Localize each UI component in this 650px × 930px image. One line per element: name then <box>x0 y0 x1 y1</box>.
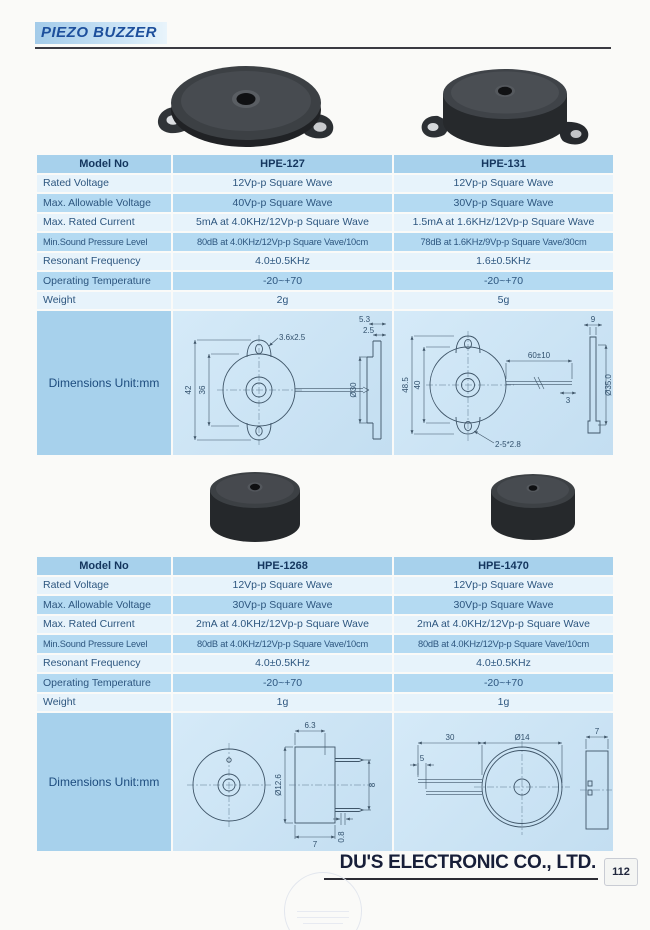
table-row <box>37 577 613 595</box>
dim-1268-pin-span: 8 <box>368 782 377 788</box>
row-label: Weight <box>37 292 171 310</box>
cell-value: 40Vp-p Square Wave <box>173 194 392 212</box>
dim-127-side-top: 5.3 <box>359 315 371 324</box>
dim-131-lead-tip: 3 <box>565 396 571 405</box>
cell-value: -20~+70 <box>173 272 392 290</box>
cell-value: 80dB at 4.0KHz/12Vp-p Square Vave/10cm <box>173 233 392 251</box>
cell-value: 5g <box>394 292 613 310</box>
dim-127-side-step: 2.5 <box>363 326 375 335</box>
table-row <box>37 655 613 673</box>
cell-value: 1.6±0.5KHz <box>394 253 613 271</box>
column-header-model: Model No <box>37 155 171 173</box>
cell-value: 1g <box>394 694 613 712</box>
column-header-hpe127: HPE-127 <box>173 155 392 173</box>
product-photo-hpe1470 <box>480 463 586 560</box>
cell-value: 12Vp-p Square Wave <box>394 577 613 595</box>
row-label: Max. Rated Current <box>37 616 171 634</box>
cell-value: -20~+70 <box>173 674 392 692</box>
cell-value: 4.0±0.5KHz <box>173 253 392 271</box>
table-row <box>37 253 613 271</box>
table-row <box>37 175 613 193</box>
cell-value: 30Vp-p Square Wave <box>394 596 613 614</box>
row-label: Resonant Frequency <box>37 655 171 673</box>
cell-value: 5mA at 4.0KHz/12Vp-p Square Wave <box>173 214 392 232</box>
dimension-drawing-hpe131 <box>394 311 613 455</box>
dim-1268-top-w: 6.3 <box>304 721 316 730</box>
cell-value: 1.5mA at 1.6KHz/12Vp-p Square Wave <box>394 214 613 232</box>
column-header-hpe1268: HPE-1268 <box>173 557 392 575</box>
row-label: Min.Sound Pressure Level <box>37 233 171 251</box>
table-row <box>37 616 613 634</box>
table-row <box>37 694 613 712</box>
cell-value: 12Vp-p Square Wave <box>173 577 392 595</box>
dimensions-unit-label: Dimensions Unit:mm <box>37 713 171 851</box>
header-rule <box>35 47 611 49</box>
row-label: Weight <box>37 694 171 712</box>
row-label: Max. Allowable Voltage <box>37 596 171 614</box>
dimension-drawing-hpe1470 <box>394 713 613 851</box>
dim-1268-dia: Ø12.6 <box>274 774 283 796</box>
dim-1268-pin-w: 0.8 <box>337 831 346 843</box>
cell-value: 2g <box>173 292 392 310</box>
dimension-drawing-hpe1268 <box>173 713 392 851</box>
cell-value: 78dB at 1.6KHz/9Vp-p Square Vave/30cm <box>394 233 613 251</box>
dim-131-hole: 2-5*2.8 <box>495 440 521 449</box>
column-header-hpe1470: HPE-1470 <box>394 557 613 575</box>
dim-127-inner: 36 <box>198 385 207 395</box>
product-photo-hpe127 <box>152 57 340 158</box>
cell-value: 1g <box>173 694 392 712</box>
table-header-row <box>37 557 613 575</box>
column-header-model: Model No <box>37 557 171 575</box>
cell-value: 4.0±0.5KHz <box>173 655 392 673</box>
cell-value: 80dB at 4.0KHz/12Vp-p Square Vave/10cm <box>173 635 392 653</box>
dim-127-hole: 3.6x2.5 <box>279 333 306 342</box>
dim-131-lead: 60±10 <box>527 351 551 360</box>
dim-1268-bot-w: 7 <box>312 840 318 849</box>
dim-127-outer: 42 <box>184 385 193 395</box>
table-row <box>37 635 613 653</box>
row-label: Max. Rated Current <box>37 214 171 232</box>
dim-127-side-dia: Ø30 <box>349 382 358 398</box>
row-label: Operating Temperature <box>37 674 171 692</box>
row-label: Max. Allowable Voltage <box>37 194 171 212</box>
spec-table-2 <box>37 557 613 853</box>
table-row <box>37 214 613 232</box>
page-title: PIEZO BUZZER <box>35 22 167 44</box>
dim-131-inner: 40 <box>413 380 422 390</box>
dim-1470-dia: Ø14 <box>514 733 530 742</box>
dim-1470-lead: 30 <box>445 733 455 742</box>
table-row <box>37 272 613 290</box>
cell-value: 30Vp-p Square Wave <box>173 596 392 614</box>
table-header-row <box>37 155 613 173</box>
table-row <box>37 194 613 212</box>
dim-1470-lead-gap: 5 <box>419 754 425 763</box>
dim-131-side-w: 9 <box>590 315 596 324</box>
cell-value: 80dB at 4.0KHz/12Vp-p Square Vave/10cm <box>394 635 613 653</box>
table-row <box>37 292 613 310</box>
cell-value: 2mA at 4.0KHz/12Vp-p Square Wave <box>394 616 613 634</box>
dimension-drawing-hpe127 <box>173 311 392 455</box>
dim-1470-side-w: 7 <box>594 727 600 736</box>
company-name: DU'S ELECTRONIC CO., LTD. <box>324 852 598 880</box>
dimensions-row <box>37 311 613 455</box>
page-number-badge <box>604 858 638 886</box>
row-label: Min.Sound Pressure Level <box>37 635 171 653</box>
product-photo-hpe1268 <box>197 460 313 561</box>
row-label: Operating Temperature <box>37 272 171 290</box>
cell-value: 4.0±0.5KHz <box>394 655 613 673</box>
cell-value: 12Vp-p Square Wave <box>394 175 613 193</box>
watermark-logo <box>284 872 362 930</box>
dim-131-side-dia: Ø35.0 <box>604 374 613 396</box>
dim-131-outer: 48.5 <box>401 377 410 393</box>
cell-value: -20~+70 <box>394 272 613 290</box>
table-row <box>37 233 613 251</box>
cell-value: 12Vp-p Square Wave <box>173 175 392 193</box>
page-number: 112 <box>612 866 630 878</box>
row-label: Rated Voltage <box>37 175 171 193</box>
cell-value: -20~+70 <box>394 674 613 692</box>
row-label: Rated Voltage <box>37 577 171 595</box>
dimensions-row <box>37 713 613 851</box>
product-photo-hpe131 <box>420 60 592 159</box>
dimensions-unit-label: Dimensions Unit:mm <box>37 311 171 455</box>
table-row <box>37 596 613 614</box>
cell-value: 30Vp-p Square Wave <box>394 194 613 212</box>
row-label: Resonant Frequency <box>37 253 171 271</box>
cell-value: 2mA at 4.0KHz/12Vp-p Square Wave <box>173 616 392 634</box>
spec-table-1 <box>37 155 613 457</box>
column-header-hpe131: HPE-131 <box>394 155 613 173</box>
table-row <box>37 674 613 692</box>
